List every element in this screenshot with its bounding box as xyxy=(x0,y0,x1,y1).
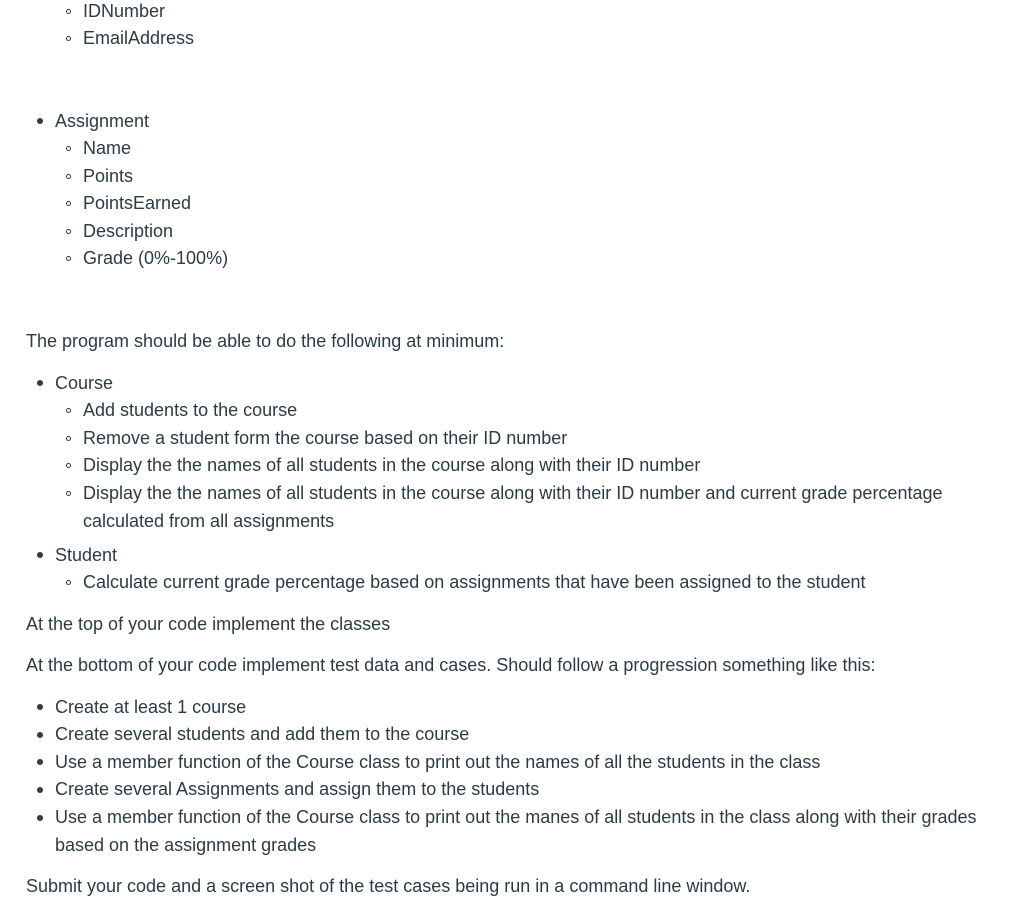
course-label: Course xyxy=(55,373,114,393)
program-intro: The program should be able to do the following at minimum: xyxy=(26,331,505,351)
sub-bullet-icon xyxy=(66,9,71,14)
assignment-field-name: Name xyxy=(83,138,132,158)
bullet-icon xyxy=(37,552,43,558)
step-item: Create at least 1 course xyxy=(55,697,247,717)
sub-bullet-icon xyxy=(66,146,71,151)
sub-bullet-icon xyxy=(66,201,71,206)
bullet-icon xyxy=(37,732,43,738)
assignment-field-description: Description xyxy=(83,221,174,241)
student-field-emailaddress: EmailAddress xyxy=(83,28,195,48)
step-item: Create several students and add them to the course xyxy=(55,724,470,744)
student-label: Student xyxy=(55,545,118,565)
course-item: Add students to the course xyxy=(83,400,298,420)
bullet-icon xyxy=(37,787,43,793)
course-item: Display the the names of all students in the course along with their ID number xyxy=(83,455,701,475)
sub-bullet-icon xyxy=(66,491,71,496)
sub-bullet-icon xyxy=(66,436,71,441)
course-item: Display the the names of all students in the course along with their ID number and current grade percentage xyxy=(83,483,943,503)
assignment-label: Assignment xyxy=(55,111,150,131)
bullet-icon xyxy=(37,759,43,765)
bullet-icon xyxy=(37,815,43,821)
sub-bullet-icon xyxy=(66,36,71,41)
assignment-field-grade: Grade (0%-100%) xyxy=(83,248,229,268)
course-item-continued: calculated from all assignments xyxy=(83,511,335,531)
sub-bullet-icon xyxy=(66,580,71,585)
sub-bullet-icon xyxy=(66,174,71,179)
bullet-icon xyxy=(37,704,43,710)
step-item-continued: based on the assignment grades xyxy=(55,835,317,855)
step-item: Use a member function of the Course class to print out the manes of all students in the class along with their grades xyxy=(55,807,977,827)
student-field-idnumber: IDNumber xyxy=(83,1,166,21)
course-item: Remove a student form the course based on their ID number xyxy=(83,428,568,448)
sub-bullet-icon xyxy=(66,229,71,234)
step-item: Use a member function of the Course class to print out the names of all the students in the class xyxy=(55,752,821,772)
assignment-field-pointsearned: PointsEarned xyxy=(83,193,192,213)
submit-instructions: Submit your code and a screen shot of the test cases being run in a command line window. xyxy=(26,876,751,896)
sub-bullet-icon xyxy=(66,463,71,468)
bullet-icon xyxy=(37,380,43,386)
assignment-field-points: Points xyxy=(83,166,134,186)
step-item: Create several Assignments and assign them to the students xyxy=(55,779,540,799)
bottom-of-code-text: At the bottom of your code implement test data and cases. Should follow a progression something like this: xyxy=(26,655,876,675)
sub-bullet-icon xyxy=(66,256,71,261)
bullet-icon xyxy=(37,118,43,124)
sub-bullet-icon xyxy=(66,408,71,413)
student-item: Calculate current grade percentage based on assignments that have been assigned to the student xyxy=(83,572,866,592)
top-of-code-text: At the top of your code implement the classes xyxy=(26,614,391,634)
